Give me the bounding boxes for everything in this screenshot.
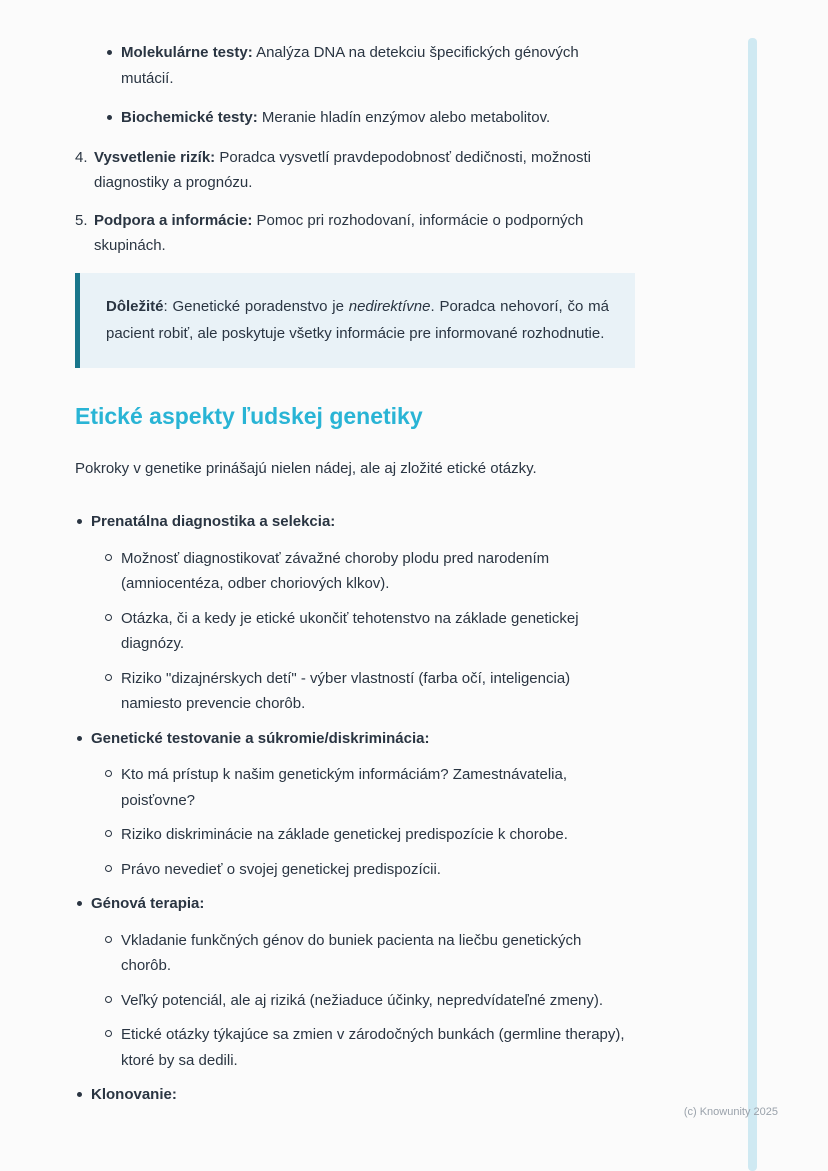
important-callout (75, 273, 635, 369)
callout-italic: nedirektívne (348, 297, 431, 315)
topic-title: Génová terapia: (75, 891, 635, 917)
topic-point: Vkladanie funkčných génov do buniek pacienta na liečbu genetických chorôb. (105, 928, 635, 979)
topic-point: Kto má prístup k našim genetickým informáciám? Zamestnávatelia, poisťovne? (105, 762, 635, 813)
topic-title: Genetické testovanie a súkromie/diskriminácia: (75, 726, 635, 752)
item-label: Molekulárne testy: (121, 44, 253, 61)
topic-title: Prenatálna diagnostika a selekcia: (75, 509, 635, 535)
item-number: 4. (75, 148, 88, 166)
item-text: Poradca vysvetlí pravdepodobnosť dedičnosti, možnosti diagnostiky a prognózu. (94, 148, 592, 191)
item-label: Podpora a informácie: (94, 211, 253, 229)
topic-point: Možnosť diagnostikovať závažné choroby plodu pred narodením (amniocentéza, odber choriových klkov). (105, 546, 635, 597)
callout-label: Dôležité (106, 297, 164, 315)
topic-points (75, 762, 635, 882)
item-text: Meranie hladín enzýmov alebo metabolitov. (261, 109, 551, 126)
list-item (105, 105, 635, 131)
section-heading: Etické aspekty ľudskej genetiky (75, 403, 423, 429)
topic (75, 1082, 635, 1108)
topic-title: Klonovanie: (75, 1082, 635, 1108)
topic-point: Riziko "dizajnérskych detí" - výber vlastností (farba očí, inteligencia) namiesto prevencie chorôb. (105, 666, 635, 717)
numbered-item (75, 145, 635, 196)
topic (75, 726, 635, 883)
item-label: Vysvetlenie rizík: (94, 148, 216, 166)
topic-point: Etické otázky týkajúce sa zmien v zárodočných bunkách (germline therapy), ktoré by sa dedili. (105, 1022, 635, 1073)
item-text: Pomoc pri rozhodovaní, informácie o podporných skupinách. (94, 211, 584, 254)
topic-point: Právo nevedieť o svojej genetickej predispozícii. (105, 857, 635, 883)
topic-points (75, 546, 635, 717)
topic-point: Otázka, či a kedy je etické ukončiť tehotenstvo na základe genetickej diagnózy. (105, 606, 635, 657)
topic-points (75, 928, 635, 1074)
section-intro: Pokroky v genetike prinášajú nielen nádej, ale aj zložité etické otázky. (75, 459, 537, 477)
item-number: 5. (75, 211, 88, 229)
callout-lead: : Genetické poradenstvo je (163, 297, 349, 315)
page-content (75, 40, 635, 1119)
callout-rest: . Poradca nehovorí, čo má pacient robiť, ale poskytuje všetky informácie pre informované rozhodnutie. (106, 297, 609, 343)
list-item (105, 40, 635, 91)
item-label: Biochemické testy: (121, 109, 258, 126)
item-text: Analýza DNA na detekciu špecifických génových mutácií. (121, 44, 579, 87)
intro-bullet-list (75, 40, 635, 131)
topic-point: Veľký potenciál, ale aj riziká (nežiaduce účinky, nepredvídateľné zmeny). (105, 988, 635, 1014)
topic (75, 509, 635, 717)
callout-text (106, 293, 609, 349)
numbered-item (75, 208, 635, 259)
topic (75, 891, 635, 1073)
footer-copyright: (c) Knowunity 2025 (683, 1106, 778, 1118)
page-edge-bar (748, 38, 757, 1171)
topic-point: Riziko diskriminácie na základe genetickej predispozície k chorobe. (105, 822, 635, 848)
